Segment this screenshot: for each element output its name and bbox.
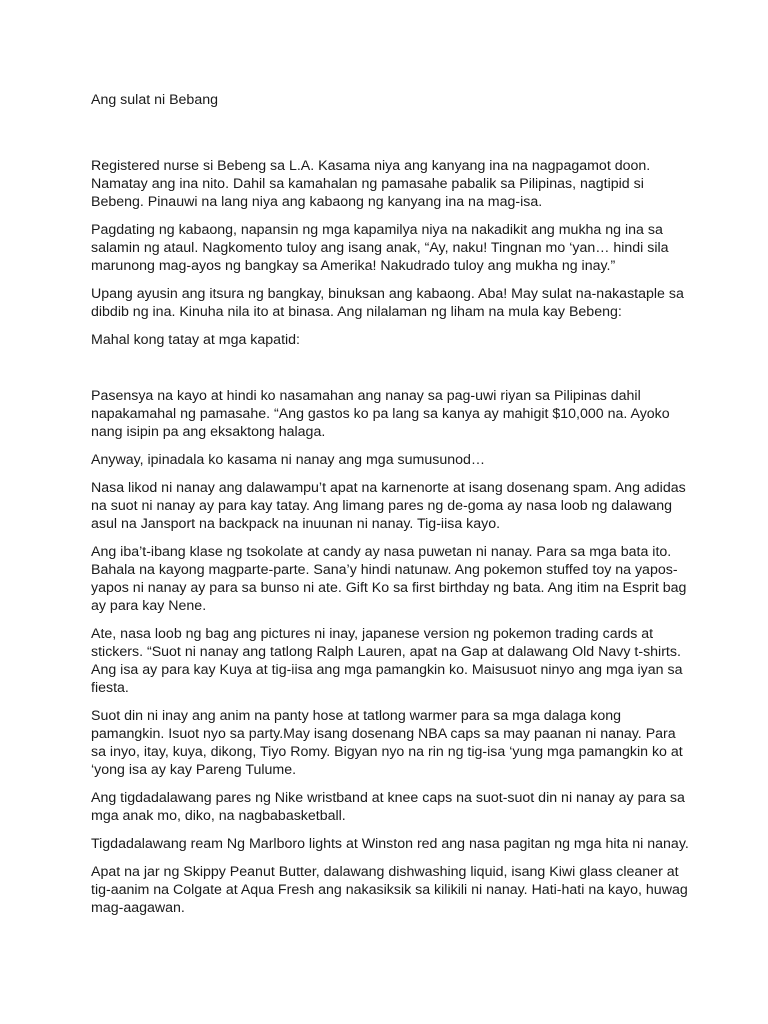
letter-paragraph-pantyhose: Suot din ni inay ang anim na panty hose at tatlong warmer para sa mga dalaga kong pamangkin. Isuot nyo sa party.May isang dosenang NBA caps sa may paanan ni nanay. Para sa inyo, itay, kuya, dikong, Tiyo Romy. Bigyan nyo na rin ng tig-isa ‘yung mga pamangkin ko at ‘yong isa ay kay Pareng Tulume. (91, 708, 683, 778)
letter-paragraph-wristband: Ang tigdadalawang pares ng Nike wristband at knee caps na suot-suot din ni nanay ay para sa mga anak mo, diko, na nagbabasketball. (91, 790, 685, 824)
document-title: Ang sulat ni Bebang (91, 92, 218, 108)
paragraph-arrival: Pagdating ng kabaong, napansin ng mga kapamilya niya na nakadikit ang mukha ng ina sa salamin ng ataul. Nagkomento tuloy ang isang anak, “Ay, naku! Tingnan mo ‘yan… hindi sila marunong mag-ayos ng bangkay sa Amerika! Nakudrado tuloy ang mukha ng inay.” (91, 222, 669, 274)
paragraph-opening: Upang ayusin ang itsura ng bangkay, binuksan ang kabaong. Aba! May sulat na-nakastaple sa dibdib ng ina. Kinuha nila ito at binasa. Ang nilalaman ng liham na mula kay Bebeng: (91, 286, 684, 320)
letter-salutation: Mahal kong tatay at mga kapatid: (91, 332, 300, 348)
letter-paragraph-apology: Pasensya na kayo at hindi ko nasamahan ang nanay sa pag-uwi riyan sa Pilipinas dahil napakamahal ng pamasahe. “Ang gastos ko pa lang sa kanya ay mahigit $10,000 na. Ayoko nang isipin pa ang eksaktong halaga. (91, 388, 670, 440)
letter-paragraph-back: Nasa likod ni nanay ang dalawampu’t apat na karnenorte at isang dosenang spam. Ang adidas na suot ni nanay ay para kay tatay. Ang limang pares ng de-goma ay nasa loob ng dalawang asul na Jansport na backpack na inuunan ni nanay. Tig-iisa kayo. (91, 480, 686, 532)
letter-paragraph-cigarettes: Tigdadalawang ream Ng Marlboro lights at Winston red ang nasa pagitan ng mga hita ni nanay. (91, 836, 689, 852)
letter-paragraph-chocolates: Ang iba’t-ibang klase ng tsokolate at candy ay nasa puwetan ni nanay. Para sa mga bata ito. Bahala na kayong magparte-parte. Sana’y hindi natunaw. Ang pokemon stuffed toy na yapos-yapos ni nanay ay para sa bunso ni ate. Gift Ko sa first birthday ng bata. Ang itim na Esprit bag ay para kay Nene. (91, 544, 687, 614)
paragraph-intro: Registered nurse si Bebeng sa L.A. Kasama niya ang kanyang ina na nagpagamot doon. Namatay ang ina nito. Dahil sa kamahalan ng pamasahe pabalik sa Pilipinas, nagtipid si Bebeng. Pinauwi na lang niya ang kabaong ng kanyang ina na mag-isa. (91, 158, 651, 210)
letter-paragraph-anyway: Anyway, ipinadala ko kasama ni nanay ang mga sumusunod… (91, 452, 486, 468)
letter-paragraph-bag: Ate, nasa loob ng bag ang pictures ni inay, japanese version ng pokemon trading cards at stickers. “Suot ni nanay ang tatlong Ralph Lauren, apat na Gap at dalawang Old Navy t-shirts. Ang isa ay para kay Kuya at tig-iisa ang mga pamangkin ko. Maisusuot ninyo ang mga iyan sa fiesta. (91, 626, 683, 696)
document-body (91, 91, 691, 927)
letter-paragraph-peanut-butter: Apat na jar ng Skippy Peanut Butter, dalawang dishwashing liquid, isang Kiwi glass cleaner at tig-aanim na Colgate at Aqua Fresh ang nakasiksik sa kilikili ni nanay. Hati-hati na kayo, huwag mag-aagawan. (91, 864, 688, 916)
